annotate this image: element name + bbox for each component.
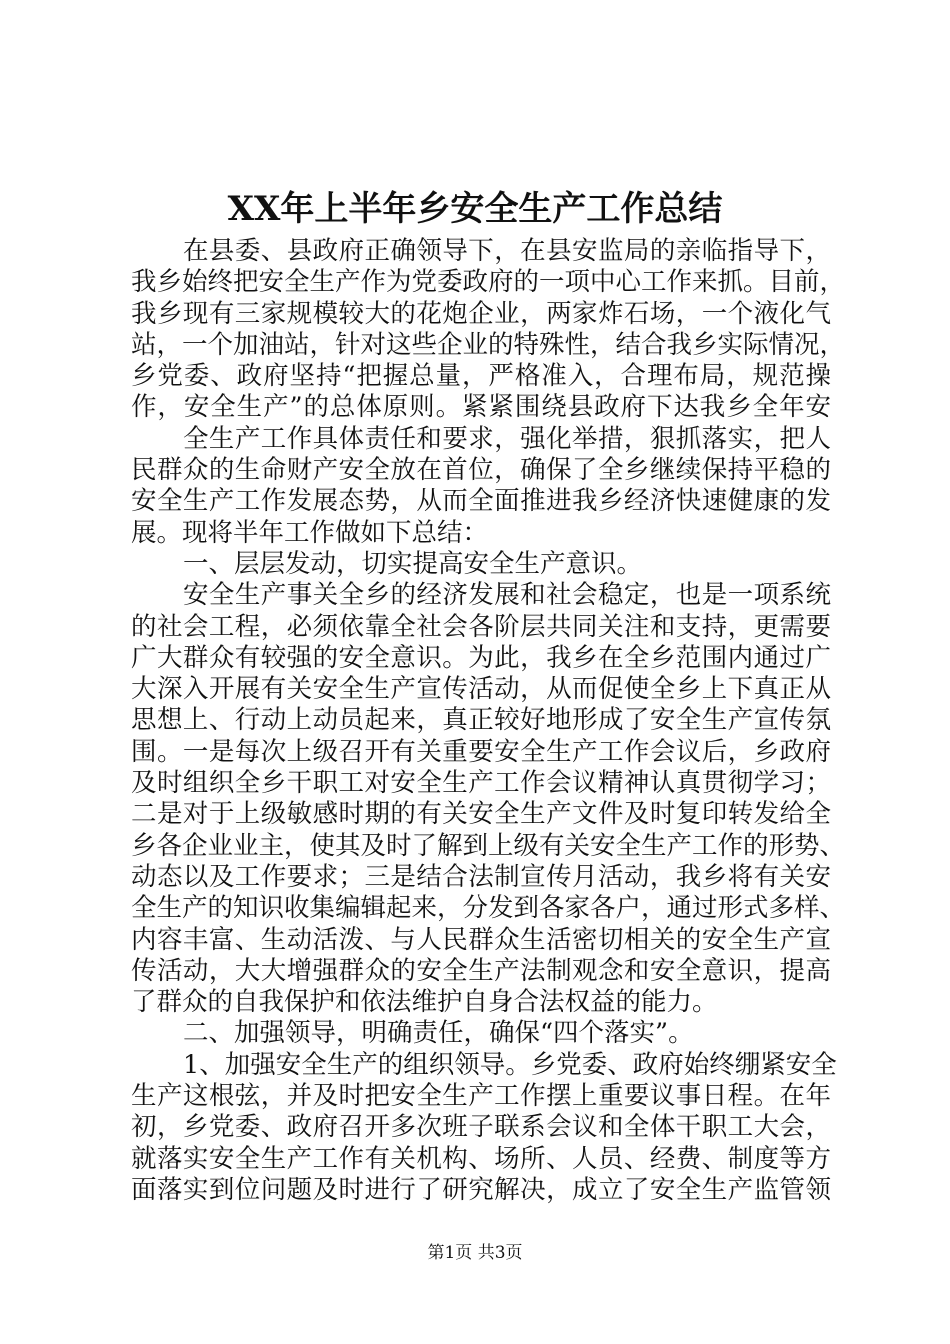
text-line: 展。现将半年工作做如下总结： (131, 517, 489, 548)
text-line: 在县委、县政府正确领导下，在县安监局的亲临指导下， (183, 236, 831, 266)
text-line: 我乡始终把安全生产作为党委政府的一项中心工作来抓。目前， (131, 267, 846, 298)
text-line: 及时组织全乡干职工对安全生产工作会议精神认真贯彻学习； (131, 768, 831, 799)
text-line: 内容丰富、生动活泼、与人民群众生活密切相关的安全生产宣 (131, 924, 831, 955)
text-line: 生产这根弦，并及时把安全生产工作摆上重要议事日程。在年 (131, 1081, 831, 1112)
document-body (131, 236, 846, 1206)
text-line: 安全生产工作发展态势，从而全面推进我乡经济快速健康的发 (131, 486, 831, 517)
text-line: 思想上、行动上动员起来，真正较好地形成了安全生产宣传氛 (131, 705, 831, 736)
text-line: 的社会工程，必须依靠全社会各阶层共同关注和支持，更需要 (131, 611, 831, 642)
text-line: 乡党委、政府坚持“把握总量，严格准入，合理布局，规范操 (131, 361, 831, 392)
text-line: 就落实安全生产工作有关机构、场所、人员、经费、制度等方 (131, 1143, 831, 1174)
text-line: 安全生产事关全乡的经济发展和社会稳定，也是一项系统 (183, 580, 831, 611)
text-line: 围。一是每次上级召开有关重要安全生产工作会议后，乡政府 (131, 736, 831, 767)
text-line: 动态以及工作要求；三是结合法制宣传月活动，我乡将有关安 (131, 861, 831, 892)
page-indicator: 第1页 共3页 (427, 1243, 523, 1263)
text-line: 1、加强安全生产的组织领导。乡党委、政府始终绷紧安全 (183, 1049, 837, 1080)
text-line: 乡各企业业主，使其及时了解到上级有关安全生产工作的形势、 (131, 830, 846, 861)
section-heading: 一、层层发动，切实提高安全生产意识。 (183, 548, 643, 579)
text-line: 广大群众有较强的安全意识。为此，我乡在全乡范围内通过广 (131, 642, 831, 673)
text-line: 我乡现有三家规模较大的花炮企业，两家炸石场，一个液化气 (131, 298, 831, 329)
text-line: 全生产工作具体责任和要求，强化举措，狠抓落实，把人 (183, 423, 831, 454)
text-line: 作，安全生产”的总体原则。紧紧围绕县政府下达我乡全年安 (131, 392, 831, 423)
text-line: 全生产的知识收集编辑起来，分发到各家各户，通过形式多样、 (131, 893, 846, 924)
text-line: 民群众的生命财产安全放在首位，确保了全乡继续保持平稳的 (131, 455, 831, 486)
text-line: 站，一个加油站，针对这些企业的特殊性，结合我乡实际情况， (131, 329, 846, 360)
text-line: 了群众的自我保护和依法维护自身合法权益的能力。 (131, 987, 718, 1018)
text-line: 二是对于上级敏感时期的有关安全生产文件及时复印转发给全 (131, 799, 831, 830)
text-line: 传活动，大大增强群众的安全生产法制观念和安全意识，提高 (131, 955, 831, 986)
text-line: 初，乡党委、政府召开多次班子联系会议和全体干职工大会， (131, 1112, 831, 1143)
document-title: XX年上半年乡安全生产工作总结 (227, 189, 723, 229)
text-line: 大深入开展有关安全生产宣传活动，从而促使全乡上下真正从 (131, 674, 831, 705)
text-line: 面落实到位问题及时进行了研究解决，成立了安全生产监管领 (131, 1174, 831, 1205)
section-heading: 二、加强领导，明确责任，确保“四个落实”。 (183, 1018, 694, 1049)
